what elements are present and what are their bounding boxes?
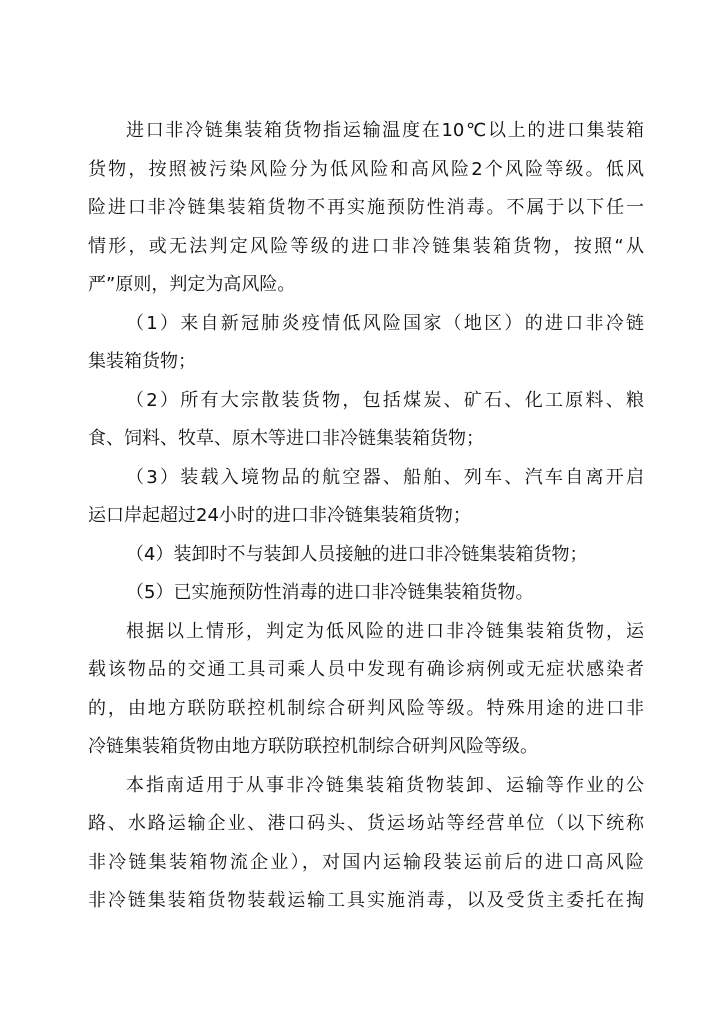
text-line: （1）来自新冠肺炎疫情低风险国家（地区）的进口非冷链 xyxy=(126,312,644,334)
text-line: 情形，或无法判定风险等级的进口非冷链集装箱货物，按照“从 xyxy=(88,235,644,257)
paragraph-item-5 xyxy=(88,574,644,613)
text-line: 集装箱货物； xyxy=(88,351,196,372)
paragraph-low-risk-rule xyxy=(88,613,644,767)
text-line: 根据以上情形，判定为低风险的进口非冷链集装箱货物，运 xyxy=(126,620,644,642)
text-line: 载该物品的交通工具司乘人员中发现有确诊病例或无症状感染者 xyxy=(88,659,644,680)
text-line: （4）装卸时不与装卸人员接触的进口非冷链集装箱货物； xyxy=(126,543,588,565)
text-line: 路、水路运输企业、港口码头、货运场站等经营单位（以下统称 xyxy=(88,813,644,834)
text-line: （3）装载入境物品的航空器、船舶、列车、汽车自离开启 xyxy=(126,466,644,488)
text-line: 险进口非冷链集装箱货物不再实施预防性消毒。不属于以下任一 xyxy=(88,197,644,218)
paragraph-item-1 xyxy=(88,305,644,382)
body-text xyxy=(88,112,644,921)
text-line: 进口非冷链集装箱货物指运输温度在10℃以上的进口集装箱 xyxy=(126,120,644,141)
text-line: 运口岸起超过24小时的进口非冷链集装箱货物； xyxy=(88,505,471,526)
text-line: 食、饲料、牧草、原木等进口非冷链集装箱货物； xyxy=(88,428,484,449)
paragraph-scope xyxy=(88,767,644,921)
text-line: 货物，按照被污染风险分为低风险和高风险2个风险等级。低风 xyxy=(88,158,644,180)
text-line: 本指南适用于从事非冷链集装箱货物装卸、运输等作业的公 xyxy=(126,774,644,796)
text-line: 严”原则，判定为高风险。 xyxy=(88,274,296,295)
paragraph-item-3 xyxy=(88,459,644,536)
text-line: 非冷链集装箱物流企业），对国内运输段装运前后的进口高风险 xyxy=(88,851,644,873)
text-line: （5）已实施预防性消毒的进口非冷链集装箱货物。 xyxy=(126,582,534,603)
paragraph-item-2 xyxy=(88,382,644,459)
paragraph-cargo-definition xyxy=(88,112,644,305)
text-line: 冷链集装箱货物由地方联防联控机制综合研判风险等级。 xyxy=(88,736,538,757)
text-line: 的，由地方联防联控机制综合研判风险等级。特殊用途的进口非 xyxy=(88,697,644,719)
text-line: 非冷链集装箱货物装载运输工具实施消毒，以及受货主委托在掏 xyxy=(88,890,644,911)
paragraph-item-4 xyxy=(88,536,644,575)
text-line: （2）所有大宗散装货物，包括煤炭、矿石、化工原料、粮 xyxy=(126,389,644,411)
